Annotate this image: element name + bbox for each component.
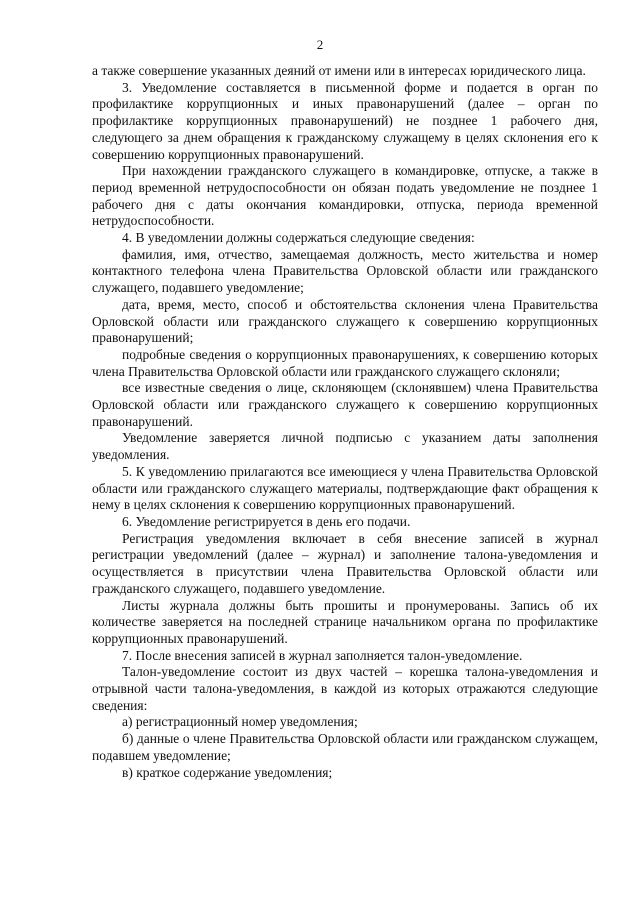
paragraph-personal-data: фамилия, имя, отчество, замещаемая должность, место жительства и номер контактного телефона члена Правительства Орловской области или гражданского служащего, подавшего уведомление; — [92, 246, 598, 296]
paragraph-offense-details: подробные сведения о коррупционных правонарушениях, к совершению которых члена Правительства Орловской области или гражданского служащего склоняли; — [92, 346, 598, 379]
paragraph-continuation: а также совершение указанных деяний от имени или в интересах юридического лица. — [92, 63, 586, 78]
paragraph-item-7: 7. После внесения записей в журнал заполняется талон-уведомление. — [122, 647, 523, 663]
paragraph-item-5: 5. К уведомлению прилагаются все имеющиеся у члена Правительства Орловской области или гражданского служащего материалы, подтверждающие факт обращения к нему в целях склонения к совершению коррупционных правонарушений. — [92, 463, 598, 513]
paragraph-item-6: 6. Уведомление регистрируется в день его подачи. — [122, 513, 411, 529]
paragraph-journal-sheets: Листы журнала должны быть прошиты и пронумерованы. Запись об их количестве заверяется на последней странице начальником органа по профилактике коррупционных правонарушений. — [92, 597, 598, 646]
paragraph-item-3: 3. Уведомление составляется в письменной форме и подается в орган по профилактике коррупционных и иных правонарушений (далее – орган по профилактике коррупционных правонарушений) не позднее 1 рабочего дня, следующего за днем обращения к гражданскому служащему в целях склонения его к совершению коррупционных правонарушений. — [92, 79, 598, 162]
paragraph-sub-b: б) данные о члене Правительства Орловской области или гражданском служащем, подавшем уведомление; — [92, 731, 598, 763]
paragraph-registration: Регистрация уведомления включает в себя внесение записей в журнал регистрации уведомлений (далее – журнал) и заполнение талона-уведомления и осуществляется в присутствии члена Правительства Орловской области или гражданского служащего, подавшего уведомление. — [92, 530, 598, 596]
paragraph-item-4: 4. В уведомлении должны содержаться следующие сведения: — [122, 230, 475, 246]
paragraph-person-info: все известные сведения о лице, склоняющем (склонявшем) члена Правительства Орловской области или гражданского служащего к совершению коррупционных правонарушений. — [92, 380, 598, 429]
paragraph-signature: Уведомление заверяется личной подписью с указанием даты заполнения уведомления. — [92, 430, 598, 463]
paragraph-sub-c: в) краткое содержание уведомления; — [122, 764, 333, 780]
paragraph-coupon: Талон-уведомление состоит из двух частей – корешка талона-уведомления и отрывной части талона-уведомления, в каждой из которых отражаются следующие сведения: — [92, 664, 598, 713]
page-number: 2 — [316, 37, 324, 52]
document-body — [92, 63, 598, 781]
paragraph-sub-a: а) регистрационный номер уведомления; — [122, 714, 358, 730]
paragraph-circumstances: дата, время, место, способ и обстоятельства склонения члена Правительства Орловской области или гражданского служащего к совершению коррупционных правонарушений; — [92, 296, 598, 346]
paragraph-business-trip: При нахождении гражданского служащего в командировке, отпуске, а также в период временной нетрудоспособности он обязан подать уведомление не позднее 1 рабочего дня с даты окончания командировки, отпуска, периода временной нетрудоспособности. — [92, 163, 598, 229]
